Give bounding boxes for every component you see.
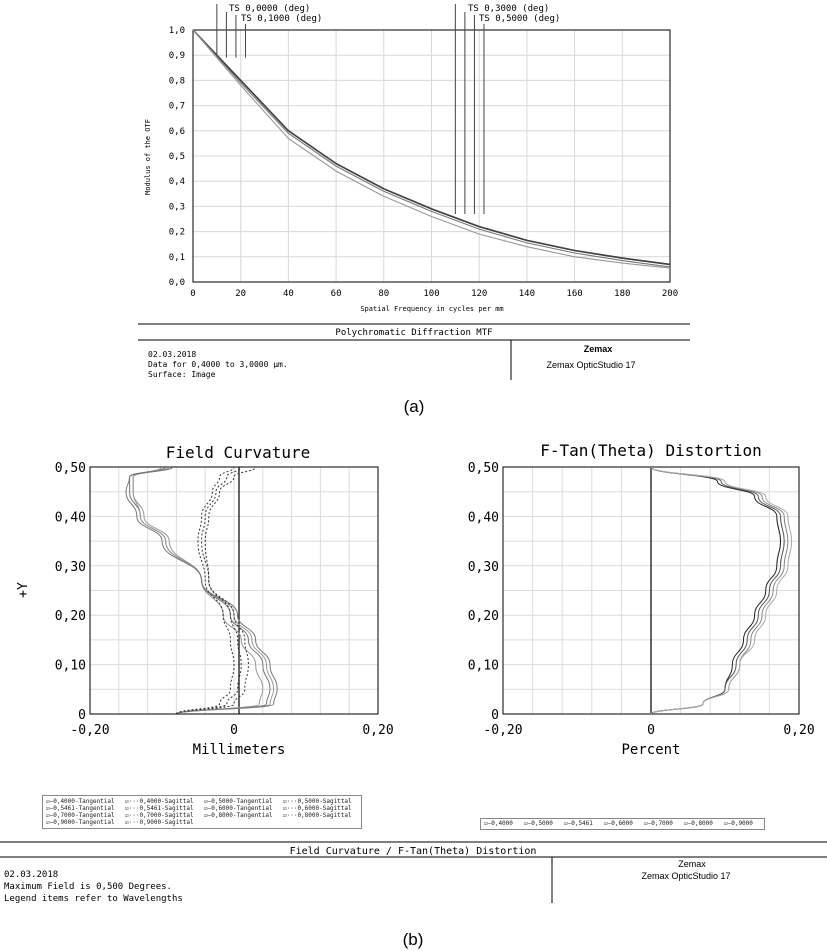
dist-title: F-Tan(Theta) Distortion xyxy=(540,441,762,460)
footer-title: Field Curvature / F-Tan(Theta) Distortion xyxy=(289,846,537,857)
dist-x-tick-label: 0,20 xyxy=(783,723,815,738)
mtf-x-tick-label: 40 xyxy=(282,289,294,299)
footer-product: Zemax OpticStudio 17 xyxy=(641,871,731,881)
dist-y-tick-label: 0,20 xyxy=(467,609,499,625)
fc-legend-item: ☑···0,4000-Sagittal xyxy=(125,798,194,805)
mtf-y-tick-label: 0,1 xyxy=(168,252,185,263)
fc-y-tick-label: 0,20 xyxy=(54,609,86,625)
fc-x-tick-label: -0,20 xyxy=(70,723,110,738)
fc-y-tick-label: 0,10 xyxy=(54,658,86,674)
dist-legend xyxy=(480,818,765,830)
fc-x-axis-label: Millimeters xyxy=(192,742,286,758)
mtf-field-label-2: TS 0,3000 (deg) xyxy=(468,4,550,14)
fc-legend-item: ☑···0,7000-Sagittal xyxy=(125,812,194,819)
footer-brand: Zemax xyxy=(678,859,706,869)
mtf-y-tick-label: 0,6 xyxy=(168,126,185,137)
footer-max-field: Maximum Field is 0,500 Degrees. xyxy=(4,882,172,892)
mtf-y-tick-label: 0,0 xyxy=(168,278,185,288)
fc-x-tick-label: 0 xyxy=(230,723,238,738)
footer-legend-note: Legend items refer to Wavelengths xyxy=(4,894,183,904)
dist-legend-item: ☑—0,5000 xyxy=(524,820,553,827)
dist-legend-item: ☑—0,9000 xyxy=(724,820,753,827)
fc-grid xyxy=(90,467,378,714)
fc-title: Field Curvature xyxy=(165,443,311,462)
dist-y-tick-label: 0,30 xyxy=(467,559,499,575)
mtf-x-tick-label: 120 xyxy=(471,289,488,299)
mtf-y-tick-label: 0,2 xyxy=(168,227,185,238)
dist-legend-item: ☑—0,5461 xyxy=(564,820,593,827)
dist-y-tick-label: 0,50 xyxy=(467,461,499,476)
dist-x-tick-labels xyxy=(483,723,814,738)
mtf-x-tick-label: 0 xyxy=(190,289,196,299)
fc-legend-item: ☑···0,5461-Sagittal xyxy=(125,805,194,812)
fc-legend-item: ☑···0,8000-Sagittal xyxy=(283,812,352,819)
dist-x-axis-label: Percent xyxy=(621,742,681,758)
fc-legend-item: ☑—0,5000-Tangential xyxy=(204,798,273,805)
fc-legend-item: ☑—0,5461-Tangential xyxy=(46,805,115,812)
fc-y-tick-label: 0 xyxy=(78,708,86,723)
fc-legend-item: ☑···0,9000-Sagittal xyxy=(125,819,194,826)
mtf-field-marker-lines xyxy=(217,4,484,214)
fc-legend-item: ☑···0,5000-Sagittal xyxy=(283,798,352,805)
mtf-field-label-1: TS 0,1000 (deg) xyxy=(241,14,323,24)
fc-x-tick-labels xyxy=(70,723,393,738)
dist-y-tick-label: 0,40 xyxy=(467,510,499,526)
dist-legend-item: ☑—0,6000 xyxy=(604,820,633,827)
fc-y-tick-labels xyxy=(55,461,86,723)
mtf-title: Polychromatic Diffraction MTF xyxy=(335,328,493,338)
dist-y-tick-label: 0 xyxy=(491,708,499,723)
footer-date: 02.03.2018 xyxy=(4,870,59,880)
fc-legend xyxy=(42,795,362,829)
mtf-x-tick-label: 60 xyxy=(330,289,342,299)
mtf-y-tick-label: 0,4 xyxy=(168,177,185,188)
fc-legend-item: ☑—0,7000-Tangential xyxy=(46,812,115,819)
mtf-field-label-0: TS 0,0000 (deg) xyxy=(229,4,311,14)
fc-x-tick-label: 0,20 xyxy=(362,723,394,738)
fc-legend-item: ☑—0,9000-Tangential xyxy=(46,819,115,826)
mtf-x-tick-label: 140 xyxy=(518,289,536,299)
fc-y-tick-label: 0,40 xyxy=(54,510,86,526)
fc-y-tick-label: 0,30 xyxy=(54,559,86,575)
mtf-y-tick-label: 0,8 xyxy=(168,76,185,87)
mtf-y-tick-label: 0,7 xyxy=(168,101,185,112)
caption-a: (a) xyxy=(403,397,425,416)
mtf-date: 02.03.2018 xyxy=(148,350,197,359)
mtf-x-tick-label: 20 xyxy=(235,289,247,299)
mtf-y-tick-label: 1,0 xyxy=(168,26,185,36)
mtf-grid xyxy=(193,30,670,282)
mtf-x-tick-label: 180 xyxy=(614,289,631,299)
dist-y-tick-labels xyxy=(468,461,499,723)
dist-y-tick-label: 0,10 xyxy=(467,658,499,674)
mtf-x-tick-label: 80 xyxy=(378,289,390,299)
caption-b: (b) xyxy=(402,930,424,949)
mtf-data-range: Data for 0,4000 to 3,0000 µm. xyxy=(148,360,288,369)
mtf-x-tick-label: 200 xyxy=(661,289,679,299)
fc-y-axis-label: +Y xyxy=(16,582,31,598)
mtf-y-tick-label: 0,9 xyxy=(168,51,185,62)
dist-x-tick-label: 0 xyxy=(647,723,655,738)
mtf-x-tick-label: 100 xyxy=(423,289,440,299)
mtf-y-tick-label: 0,5 xyxy=(168,152,185,162)
mtf-y-tick-labels xyxy=(169,26,185,288)
fc-legend-item: ☑—0,4000-Tangential xyxy=(46,798,115,805)
mtf-x-tick-label: 160 xyxy=(566,289,583,299)
mtf-brand: Zemax xyxy=(583,344,613,354)
mtf-surface: Surface: Image xyxy=(148,370,216,379)
fc-legend-item: ☑—0,8000-Tangential xyxy=(204,812,273,819)
fc-legend-item: ☑···0,6000-Sagittal xyxy=(283,805,352,812)
fc-y-tick-label: 0,50 xyxy=(54,461,86,476)
mtf-product: Zemax OpticStudio 17 xyxy=(546,360,636,370)
mtf-x-tick-labels xyxy=(190,289,678,299)
mtf-field-label-3: TS 0,5000 (deg) xyxy=(479,14,561,24)
dist-x-tick-label: -0,20 xyxy=(483,723,523,738)
mtf-x-axis-label: Spatial Frequency in cycles per mm xyxy=(360,305,504,313)
dist-legend-item: ☑—0,7000 xyxy=(644,820,673,827)
dist-legend-item: ☑—0,4000 xyxy=(484,820,513,827)
dist-legend-item: ☑—0,8000 xyxy=(684,820,713,827)
fc-legend-item: ☑—0,6000-Tangential xyxy=(204,805,273,812)
mtf-y-tick-label: 0,3 xyxy=(168,202,185,213)
mtf-y-axis-label: Modulus of the OTF xyxy=(144,119,152,195)
